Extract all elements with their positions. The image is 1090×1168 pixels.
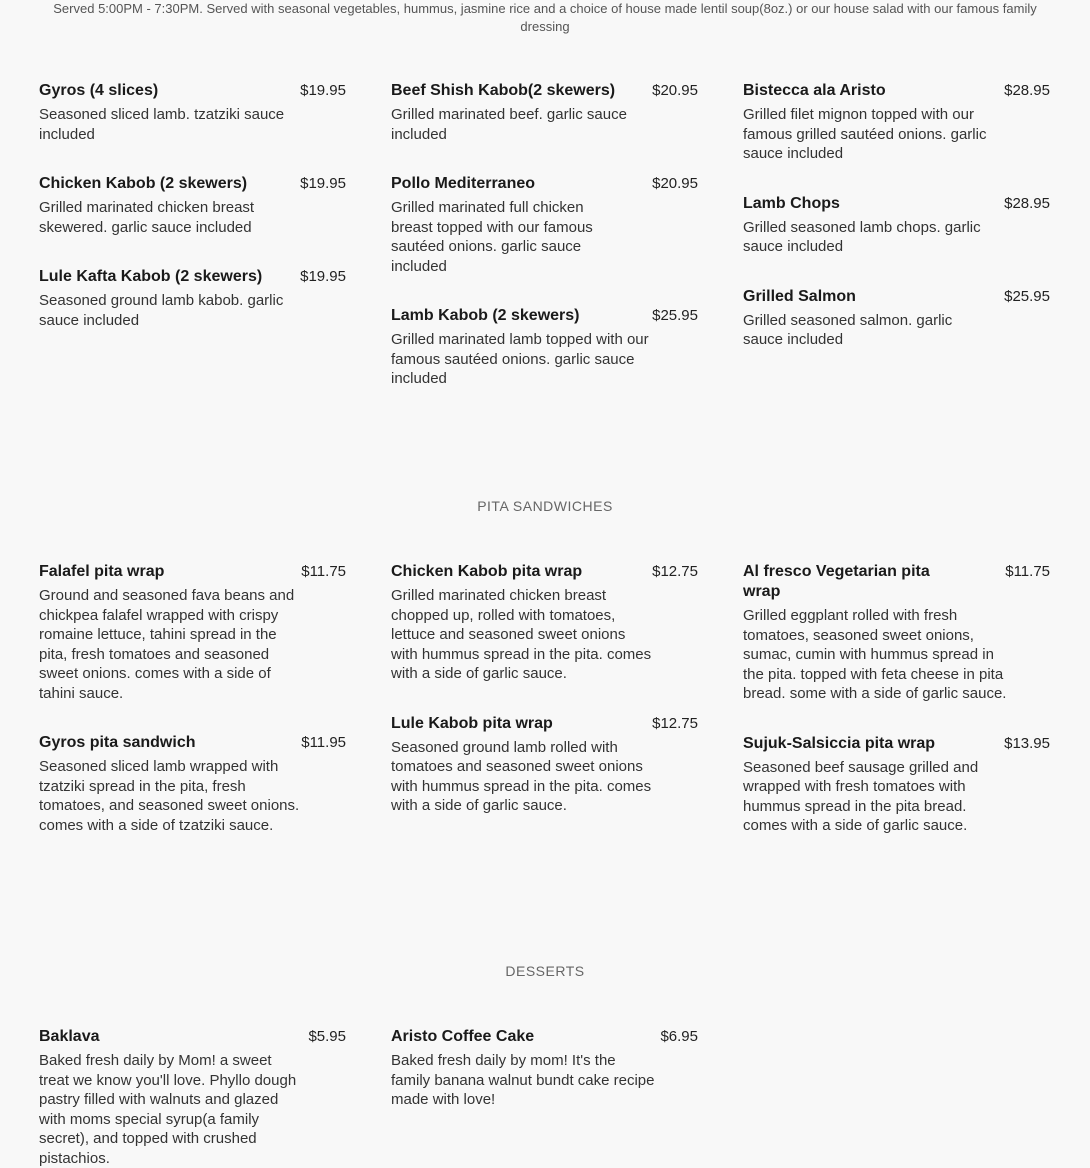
- item-price: $6.95: [660, 1028, 698, 1045]
- item-description: Grilled filet mignon topped with our famous grilled sautéed onions. garlic sauce included: [743, 106, 987, 162]
- item-price: $28.95: [1004, 194, 1050, 212]
- item-price: $19.95: [300, 82, 346, 99]
- item-description: Baked fresh daily by Mom! a sweet treat we know you'll love. Phyllo dough pastry filled with walnuts and glazed with moms special syrup(a family secret), and topped with crushed pistachios.: [39, 1052, 297, 1167]
- item-name: Beef Shish Kabob(2 skewers): [391, 82, 616, 99]
- item-description: Baked fresh daily by mom! It's the family banana walnut bundt cake recipe made with love!: [391, 1052, 655, 1108]
- item-description: Ground and seasoned fava beans and chickpea falafel wrapped with crispy romaine lettuce, tahini spread in the pita, fresh tomatoes and seasoned sweet onions. comes with a side of tahini sauce.: [39, 587, 295, 702]
- item-description: Grilled eggplant rolled with fresh tomatoes, seasoned sweet onions, sumac, cumin with hummus spread in the pita. topped with feta cheese in pita bread. some with a side of garlic sauce.: [743, 607, 1007, 702]
- menu-item: [391, 306, 698, 389]
- item-description: Seasoned ground lamb kabob. garlic sauce included: [39, 292, 284, 329]
- item-description: Grilled marinated full chicken breast topped with our famous sautéed onions. garlic sauce included: [391, 199, 593, 275]
- item-name: Baklava: [39, 1028, 100, 1045]
- item-price: $20.95: [652, 82, 698, 99]
- item-name: Pollo Mediterraneo: [391, 175, 536, 192]
- menu-item: [743, 194, 1050, 257]
- item-name: Aristo Coffee Cake: [391, 1028, 535, 1045]
- item-price: $13.95: [1004, 734, 1050, 752]
- menu-item: [391, 1027, 698, 1110]
- item-price: $11.75: [301, 563, 346, 580]
- item-price: $28.95: [1004, 82, 1050, 99]
- item-price: $19.95: [300, 268, 346, 285]
- menu-item: [39, 733, 346, 835]
- item-description: Seasoned beef sausage grilled and wrapped with fresh tomatoes with hummus spread in the pita bread. comes with a side of garlic sauce.: [743, 758, 979, 834]
- item-price: $5.95: [308, 1028, 346, 1045]
- menu-item: [39, 267, 346, 330]
- menu-item: [39, 562, 346, 703]
- item-description: Grilled marinated chicken breast skewered. garlic sauce included: [39, 199, 255, 236]
- pita-column-3: [743, 562, 1050, 836]
- menu-item: [743, 562, 1050, 704]
- desserts-column-2: [391, 1027, 698, 1110]
- pita-column-2: [391, 562, 698, 816]
- item-price: $19.95: [300, 175, 346, 192]
- item-name: Falafel pita wrap: [39, 563, 165, 580]
- menu-item: [743, 287, 1050, 350]
- menu-item: [39, 174, 346, 237]
- item-description: Seasoned ground lamb rolled with tomatoes and seasoned sweet onions with hummus spread in the pita. comes with a side of garlic sauce.: [391, 738, 652, 814]
- item-name: Gyros (4 slices): [39, 82, 159, 99]
- item-price: $11.95: [301, 734, 346, 751]
- item-price: $20.95: [652, 175, 698, 192]
- item-description: Seasoned sliced lamb wrapped with tzatziki spread in the pita, fresh tomatoes, and seasoned sweet onions. comes with a side of tzatziki sauce.: [39, 758, 300, 834]
- pita-column-1: [39, 562, 346, 835]
- item-price: $25.95: [1004, 287, 1050, 305]
- item-description: Grilled marinated chicken breast chopped up, rolled with tomatoes, lettuce and seasoned sweet onions with hummus spread in the pita. comes with a side of garlic sauce.: [391, 587, 652, 682]
- menu-item: [391, 562, 698, 684]
- item-name: Lamb Kabob (2 skewers): [391, 307, 580, 324]
- menu-item: [391, 81, 698, 144]
- item-name: Chicken Kabob (2 skewers): [39, 175, 248, 192]
- entrees-column-3: [743, 81, 1050, 350]
- item-price: $12.75: [652, 714, 698, 732]
- section-title-pita-sandwiches: PITA SANDWICHES: [477, 498, 613, 514]
- item-name: Gyros pita sandwich: [39, 734, 196, 751]
- menu-item: [39, 81, 346, 144]
- item-description: Seasoned sliced lamb. tzatziki sauce included: [39, 106, 285, 143]
- entrees-column-1: [39, 81, 346, 330]
- section-title-desserts: DESSERTS: [505, 963, 585, 979]
- item-description: Grilled seasoned lamb chops. garlic sauce included: [743, 218, 981, 255]
- item-description: Grilled seasoned salmon. garlic sauce included: [743, 311, 953, 348]
- item-name: Sujuk-Salsiccia pita wrap: [743, 734, 936, 752]
- desserts-column-1: [39, 1027, 346, 1168]
- item-price: $11.75: [1005, 563, 1050, 580]
- menu-item: [391, 714, 698, 816]
- item-price: $25.95: [652, 307, 698, 324]
- menu-item: [39, 1027, 346, 1168]
- item-name: Lamb Chops: [743, 194, 840, 212]
- menu-intro: Served 5:00PM - 7:30PM. Served with seasonal vegetables, hummus, jasmine rice and a choice of house made lentil soup(8oz.) or our house salad with our famous family dressing: [53, 1, 1037, 34]
- item-name: Al fresco Vegetarian pita wrap: [743, 563, 930, 600]
- item-name: Lule Kabob pita wrap: [391, 714, 553, 732]
- item-name: Chicken Kabob pita wrap: [391, 563, 583, 580]
- item-description: Grilled marinated beef. garlic sauce included: [391, 106, 627, 143]
- item-description: Grilled marinated lamb topped with our famous sautéed onions. garlic sauce included: [391, 331, 649, 387]
- menu-item: [743, 81, 1050, 164]
- menu-item: [743, 734, 1050, 836]
- item-name: Bistecca ala Aristo: [743, 82, 886, 99]
- item-name: Lule Kafta Kabob (2 skewers): [39, 268, 263, 285]
- item-price: $12.75: [652, 563, 698, 580]
- item-name: Grilled Salmon: [743, 287, 856, 305]
- entrees-column-2: [391, 81, 698, 389]
- menu-item: [391, 174, 698, 276]
